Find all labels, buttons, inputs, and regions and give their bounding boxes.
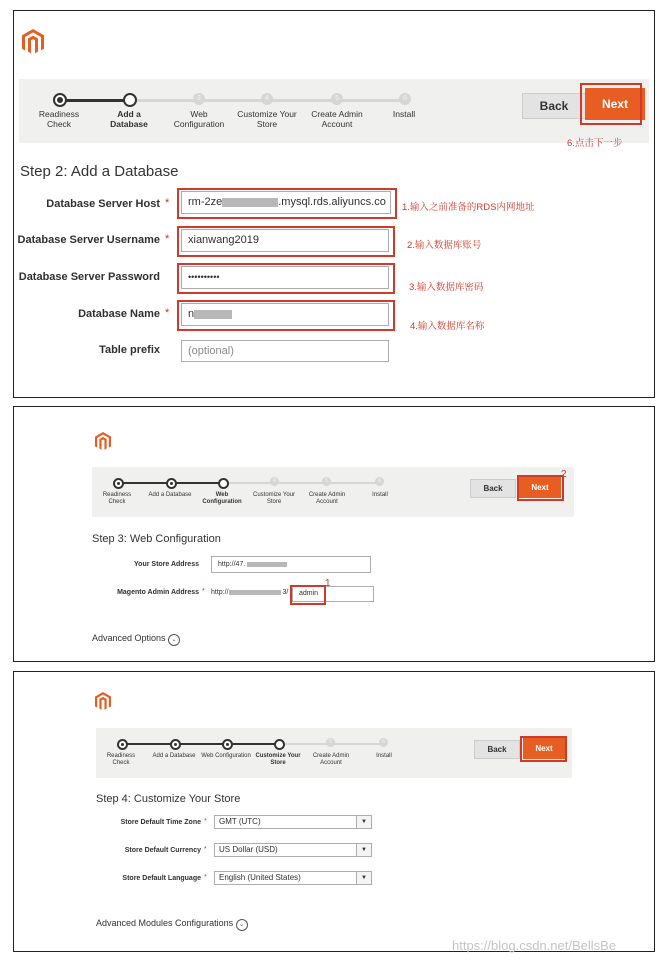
- step-label-current: Add a Database: [110, 109, 148, 129]
- highlight-box: [290, 585, 326, 605]
- step-dot: 5: [326, 738, 335, 747]
- currency-select[interactable]: US Dollar (USD) ▼: [214, 843, 372, 857]
- store-address-label: Your Store Address: [134, 561, 199, 568]
- annotation-2: 2.输入数据库账号: [407, 240, 482, 251]
- next-button[interactable]: Next: [585, 88, 645, 120]
- required-mark: *: [204, 874, 207, 881]
- caret-down-icon: ▼: [356, 872, 371, 884]
- store-address-input[interactable]: http://47.: [211, 556, 371, 573]
- db-name-label: Database Name: [78, 308, 160, 320]
- required-mark: *: [204, 846, 207, 853]
- step-current-dot: [218, 478, 229, 489]
- step-label: Web Configuration: [201, 753, 251, 759]
- progress-nav: [96, 728, 572, 778]
- step-label: Readiness Check: [102, 492, 132, 505]
- language-select[interactable]: English (United States) ▼: [214, 871, 372, 885]
- step-done-dot: [222, 739, 233, 750]
- step-current-dot: [274, 739, 285, 750]
- required-mark: *: [204, 818, 207, 825]
- step-label: Customize Your Store: [252, 492, 296, 505]
- step-dot: 5: [331, 93, 343, 105]
- db-name-input[interactable]: n: [181, 303, 389, 326]
- annotation-next: 6.点击下一步: [567, 138, 623, 149]
- step2-panel: [13, 10, 655, 398]
- annotation-1: 1.输入之前准备的RDS内网地址: [402, 202, 535, 213]
- step-label: Web Configuration: [173, 109, 225, 129]
- timezone-label: Store Default Time Zone: [120, 819, 201, 826]
- step-label: Install: [392, 109, 416, 119]
- step-dot: 3: [193, 93, 205, 105]
- db-username-input[interactable]: xianwang2019: [181, 229, 389, 252]
- watermark: https://blog.csdn.net/BellsBe: [452, 938, 617, 953]
- step-label: Add a Database: [152, 753, 196, 759]
- admin-path-input[interactable]: admin: [292, 586, 374, 602]
- magento-logo-icon: [22, 29, 44, 55]
- db-username-label: Database Server Username: [17, 234, 160, 246]
- step-dot: 4: [270, 477, 279, 486]
- step-label: Customize Your Store: [237, 109, 297, 129]
- page-title: Step 3: Web Configuration: [92, 533, 221, 545]
- back-button[interactable]: Back: [522, 93, 586, 119]
- step-label: Add a Database: [148, 492, 192, 498]
- step-done-dot: [53, 93, 67, 107]
- magento-logo-icon: [95, 692, 111, 711]
- back-button[interactable]: Back: [470, 479, 516, 498]
- language-label: Store Default Language: [122, 875, 201, 882]
- highlight-box: [177, 188, 397, 219]
- step-label: Install: [372, 492, 388, 498]
- step-label-current: Customize Your Store: [255, 753, 301, 766]
- chevron-down-icon: ⌄: [168, 634, 180, 646]
- step-label-current: Web Configuration: [202, 492, 242, 505]
- step3-panel: [13, 406, 655, 662]
- highlight-box: [177, 300, 395, 331]
- required-mark: *: [165, 197, 170, 209]
- page-title: Step 4: Customize Your Store: [96, 793, 241, 805]
- admin-base-url: http:// 3/: [211, 589, 289, 596]
- next-button[interactable]: Next: [519, 477, 561, 498]
- highlight-box: [520, 736, 567, 762]
- timezone-select[interactable]: GMT (UTC) ▼: [214, 815, 372, 829]
- advanced-modules-toggle[interactable]: Advanced Modules Configurations ⌄: [96, 918, 248, 931]
- step-label: Readiness Check: [106, 753, 136, 766]
- annotation-mark-1: 1: [325, 578, 331, 589]
- step-dot: 6: [399, 93, 411, 105]
- back-button[interactable]: Back: [474, 740, 520, 759]
- page-title: Step 2: Add a Database: [20, 163, 179, 180]
- currency-label: Store Default Currency: [124, 847, 201, 854]
- step-done-dot: [166, 478, 177, 489]
- highlight-box: [580, 83, 642, 125]
- advanced-options-toggle[interactable]: Advanced Options ⌄: [92, 633, 180, 646]
- highlight-box: [177, 226, 395, 257]
- required-mark: *: [165, 233, 170, 245]
- db-host-input[interactable]: rm-2ze .mysql.rds.aliyuncs.co: [181, 191, 391, 214]
- highlight-box: [177, 263, 395, 294]
- db-password-input[interactable]: ••••••••••: [181, 266, 389, 289]
- annotation-mark-2: 2: [561, 469, 567, 480]
- progress-nav: [92, 467, 574, 517]
- table-prefix-label: Table prefix: [99, 344, 160, 356]
- annotation-4: 4.输入数据库名称: [410, 321, 485, 332]
- step-dot: 4: [261, 93, 273, 105]
- progress-nav: [19, 79, 649, 143]
- db-password-label: Database Server Password: [18, 271, 160, 283]
- magento-logo-icon: [95, 432, 111, 451]
- chevron-down-icon: ⌄: [236, 919, 248, 931]
- admin-address-label: Magento Admin Address: [117, 589, 199, 596]
- step-dot: 6: [375, 477, 384, 486]
- step-label: Readiness Check: [38, 109, 80, 129]
- caret-down-icon: ▼: [356, 816, 371, 828]
- step-label: Install: [376, 753, 392, 759]
- next-button[interactable]: Next: [523, 738, 565, 759]
- required-mark: *: [165, 307, 170, 319]
- step-label: Create Admin Account: [312, 753, 350, 766]
- step-label: Create Admin Account: [311, 109, 363, 129]
- step-dot: 6: [379, 738, 388, 747]
- step-done-dot: [117, 739, 128, 750]
- step-done-dot: [170, 739, 181, 750]
- highlight-box: [517, 475, 564, 501]
- step-label: Create Admin Account: [308, 492, 346, 505]
- db-host-label: Database Server Host: [46, 198, 160, 210]
- table-prefix-input[interactable]: (optional): [181, 340, 389, 362]
- annotation-3: 3.输入数据库密码: [409, 282, 484, 293]
- caret-down-icon: ▼: [356, 844, 371, 856]
- required-mark: *: [202, 588, 205, 595]
- step-dot: 5: [322, 477, 331, 486]
- step-done-dot: [113, 478, 124, 489]
- step-current-dot: [123, 93, 137, 107]
- step4-panel: [13, 671, 655, 952]
